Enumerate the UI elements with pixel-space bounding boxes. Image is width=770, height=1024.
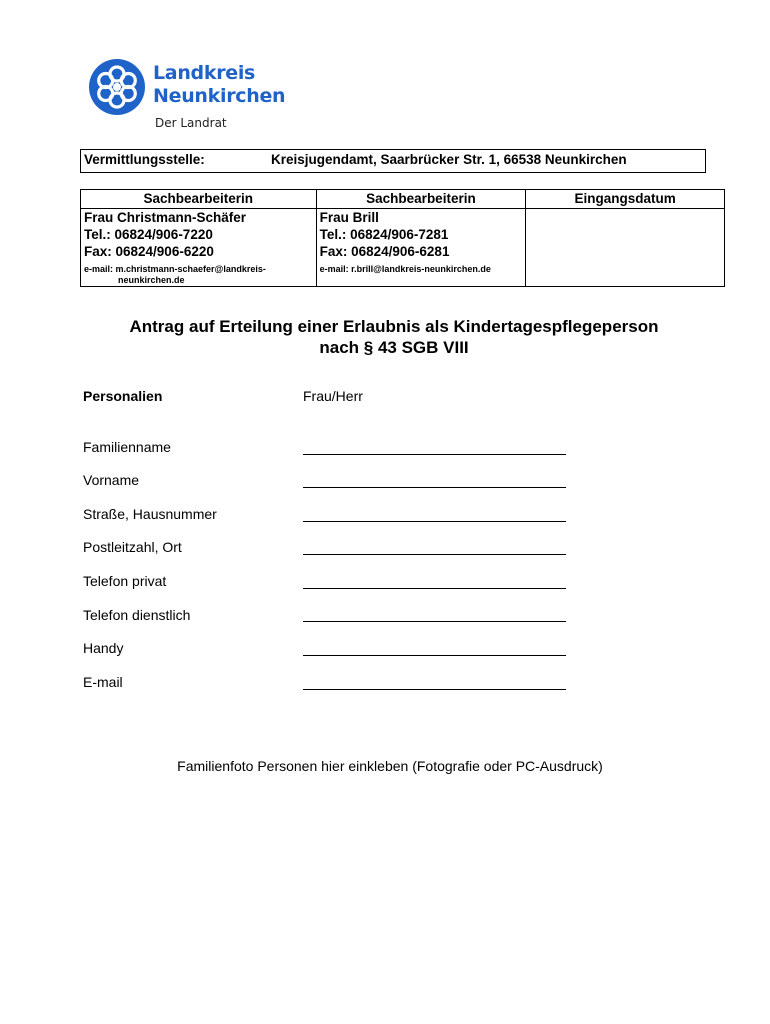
header-sachbearbeiterin-2: Sachbearbeiterin (316, 190, 526, 209)
field-line-familienname[interactable] (303, 454, 566, 455)
contact-2-email: e-mail: r.brill@landkreis-neunkirchen.de (319, 264, 491, 274)
logo-line-2: Neunkirchen (153, 85, 286, 107)
header-eingangsdatum: Eingangsdatum (526, 190, 725, 209)
field-label-handy: Handy (83, 640, 124, 656)
logo-line-1: Landkreis (153, 62, 256, 84)
logo-wordmark (153, 62, 285, 108)
contact-1-tel: Tel.: 06824/906-7220 (84, 227, 213, 242)
field-label-telefon-privat: Telefon privat (83, 573, 167, 589)
contact-1-email-cont: neunkirchen.de (118, 275, 185, 285)
contact-person-1 (81, 209, 317, 287)
form-title-line-2: nach § 43 SGB VIII (319, 338, 469, 357)
field-label-telefon-dienstlich: Telefon dienstlich (83, 607, 191, 623)
field-line-telefon-privat[interactable] (303, 588, 566, 589)
field-line-handy[interactable] (303, 655, 566, 656)
field-line-vorname[interactable] (303, 487, 566, 488)
contact-2-fax: Fax: 06824/906-6281 (319, 244, 450, 259)
contact-2-tel: Tel.: 06824/906-7281 (319, 227, 449, 242)
contact-2-name: Frau Brill (319, 210, 379, 225)
contact-1-email: e-mail: m.christmann-schaefer@landkreis- (84, 264, 266, 274)
field-line-email[interactable] (303, 689, 566, 690)
landkreis-logo-icon (88, 58, 146, 116)
form-title-line-1: Antrag auf Erteilung einer Erlaubnis als Kindertagespflegeperson (129, 317, 659, 336)
contact-1-fax: Fax: 06824/906-6220 (84, 244, 214, 259)
field-label-email: E-mail (83, 674, 123, 690)
vermittlungsstelle-label: Vermittlungsstelle: (84, 152, 205, 167)
logo-subtitle: Der Landrat (155, 116, 227, 130)
field-line-plz-ort[interactable] (303, 554, 566, 555)
vermittlungsstelle-value: Kreisjugendamt, Saarbrücker Str. 1, 66538 Neunkirchen (271, 152, 627, 167)
contacts-table (80, 189, 725, 287)
field-line-telefon-dienstlich[interactable] (303, 621, 566, 622)
field-label-vorname: Vorname (83, 472, 140, 488)
personalien-label: Personalien (83, 388, 163, 404)
eingangsdatum-field[interactable] (526, 209, 725, 287)
vermittlungsstelle-box (80, 149, 706, 173)
field-line-strasse[interactable] (303, 521, 566, 522)
header-sachbearbeiterin-1: Sachbearbeiterin (81, 190, 317, 209)
photo-instruction: Familienfoto Personen hier einkleben (Fotografie oder PC-Ausdruck) (177, 758, 603, 774)
contacts-header-row (81, 190, 725, 209)
contact-1-name: Frau Christmann-Schäfer (84, 210, 247, 225)
contacts-body-row (81, 209, 725, 287)
form-title (80, 316, 708, 358)
field-label-strasse: Straße, Hausnummer (83, 506, 217, 522)
contact-person-2 (316, 209, 526, 287)
field-label-familienname: Familienname (83, 439, 171, 455)
field-label-plz-ort: Postleitzahl, Ort (83, 539, 182, 555)
anrede-value: Frau/Herr (303, 388, 363, 404)
